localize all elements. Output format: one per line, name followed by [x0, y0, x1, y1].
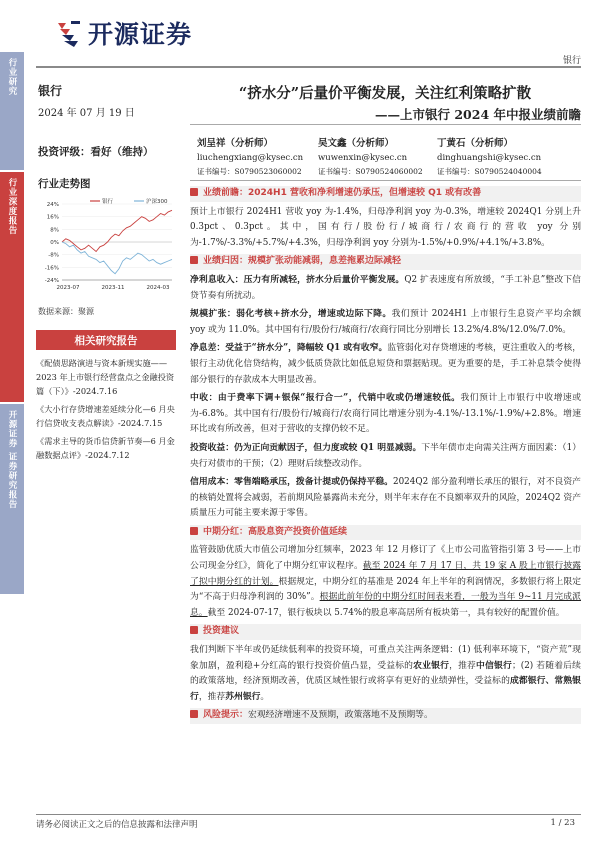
paragraph: 净息差：受益于“挤水分”，降幅较 Q1 或有收窄。监管弱化对存贷增速的考核，更注重收入的考核，银行主动优化信贷结构，减少低质贷款比如低息短贷和票据贴现。更为重要的是，手工补息禁令使得部分银行的存款成本大明显改善。 — [190, 343, 581, 385]
bullet-icon — [190, 710, 198, 718]
analyst-cert: 证书编号：S0790524040004 — [437, 167, 542, 176]
analyst-email[interactable]: dinghuangshi@kysec.cn — [437, 153, 542, 163]
side-band — [0, 0, 24, 841]
side-band-industry-research: 行业研究 — [0, 52, 24, 170]
analyst-cert: 证书编号：S0790524060002 — [318, 167, 423, 176]
related-report-item[interactable]: 《需求主导的货币信贷新节奏—6 月金融数据点评》-2024.7.12 — [36, 436, 175, 460]
x-tick-label: 2023-11 — [101, 285, 125, 291]
analyst-cert: 证书编号：S0790523060002 — [197, 167, 302, 176]
page-number: 1 / 23 — [550, 818, 575, 828]
section-heading: 中期分红：高股息资产投资价值延续 — [190, 525, 581, 541]
report-subtitle: ——上市银行 2024 年中报业绩前瞻 — [375, 107, 581, 122]
bullet-icon — [190, 188, 198, 196]
analyst-email[interactable]: wuwenxin@kysec.cn — [318, 153, 408, 163]
section-heading: 投资建议 — [190, 624, 581, 640]
bullet-icon — [190, 256, 198, 264]
brand-logo — [56, 17, 192, 49]
footer-disclaimer: 请务必阅读正文之后的信息披露和法律声明 — [36, 820, 198, 830]
y-tick-label: -24% — [44, 278, 59, 284]
risk-warning: 风险提示：宏观经济增速不及预期，政策落地不及预期等。 — [190, 708, 581, 724]
legend-label: 沪深300 — [146, 199, 168, 205]
analyst-email[interactable]: liuchengxiang@kysec.cn — [197, 153, 304, 163]
x-tick-label: 2024-03 — [146, 285, 170, 291]
section-heading: 业绩归因：规模扩张动能减弱，息差拖累边际减轻 — [190, 254, 581, 270]
related-reports-list — [36, 356, 178, 466]
industry-trend-chart — [36, 196, 176, 296]
related-reports-title: 相关研究报告 — [36, 330, 176, 350]
title-divider — [190, 124, 581, 125]
chart-source: 数据来源：聚源 — [38, 307, 94, 316]
y-tick-label: -8% — [48, 252, 59, 259]
bullet-icon — [190, 527, 198, 535]
footer-divider — [36, 814, 581, 815]
y-tick-label: -16% — [44, 265, 59, 272]
paragraph: 预计上市银行 2024H1 营收 yoy 为-1.4%，归母净利润 yoy 为-0.3%，增速较 2024Q1 分别上升 0.3pct、0.3pct。其中，国有行/股份行/城商行/农商行的营收 yoy 分别为-1.7%/-3.3%/+5.7%/+4.3%，归母净利润 yoy 分别为-1.5%/+0.9%/+4.1%/+3.8%。 — [190, 206, 581, 248]
paragraph: 我们判断下半年或仍延续低利率的投资环境，可重点关注两条逻辑：(1) 低利率环境下，“资产荒”现象加剧，盈利稳+分红高的银行投资价值凸显，受益标的农业银行，推荐中信银行；(2) 若随着后续的政策落地，经济预期改善，优质区域性银行或将享有更好的业绩弹性，受益标的成都银行、常熟银行，推荐苏州银行。 — [190, 645, 581, 702]
analyst-card — [197, 137, 303, 179]
industry-label: 银行 — [38, 84, 63, 98]
report-title: “挤水分”后量价平衡发展，关注红利策略扩散 — [238, 85, 532, 102]
paragraph: 净利息收入：压力有所减轻，挤水分后量价平衡发展。Q2 扩表速度有所放缓，“手工补息”整改下信贷节奏有所扰动。 — [190, 274, 581, 301]
paragraph: 中收：由于费率下调+银保“报行合一”，代销中收或仍增速较低。我们预计上市银行中收增速或为-6.8%。其中国有行/股份行/城商行/农商行同比增速分别为-4.1%/-13.1%/-1.9%/+2.8%。增速环比或有所改善，但对于营收的支撑仍较不足。 — [190, 393, 581, 435]
brand-mark-icon — [56, 19, 82, 47]
paragraph: 信用成本：零售端略承压，拨备计提或仍保持平稳。2024Q2 部分盈利增长承压的银行，对不良资产的核销处置将会减弱，若前期风险暴露尚未充分，则半年末存在不良额率双升的风险，2024Q2 资产质量压力可能主要来源于零售。 — [190, 477, 581, 519]
brand-name: 开源证券 — [88, 20, 193, 49]
y-tick-label: 0% — [50, 240, 59, 246]
y-tick-label: 24% — [46, 202, 59, 208]
x-axis — [57, 280, 172, 291]
related-report-item[interactable]: 《配债思路演进与资本新规实施——2023 年上市银行经营盘点之金融投资篇（下）》-2024.7.16 — [36, 358, 175, 396]
analyst-name: 丁黄石（分析师） — [437, 138, 514, 149]
side-band-broker: 开源证券 证券研究报告 — [0, 404, 24, 594]
paragraph: 投资收益：仍为正向贡献因子，但力度或较 Q1 明显减弱。下半年债市走向需关注两方面因素：（1）央行对债市的干预；（2）理财后续整改动作。 — [190, 442, 581, 469]
investment-rating: 投资评级：看好（维持） — [38, 146, 154, 158]
paragraph: 规模扩张：弱化考核+挤水分，增速或边际下降。我们预计 2024H1 上市银行生息资产平均余额 yoy 或为 11.0%。其中国有行/股份行/城商行/农商行同比分别增长 13.2%/4.8%/12.0%/7.0%。 — [190, 309, 582, 335]
side-band-report-type: 行业深度报告 — [0, 172, 24, 402]
section-heading: 业绩前瞻：2024H1 营收和净利增速仍承压，但增速较 Q1 或有改善 — [190, 186, 581, 202]
header-sector: 银行 — [562, 56, 581, 66]
y-tick-label: 8% — [50, 227, 59, 234]
related-report-item[interactable]: 《大小行存贷增速差延续分化—6 月央行信贷收支表点解读》-2024.7.15 — [36, 404, 175, 428]
analyst-card — [437, 137, 542, 179]
series-line-csi300 — [62, 242, 172, 274]
header-divider — [36, 66, 581, 68]
report-body — [190, 186, 581, 727]
trend-chart-title: 行业走势图 — [38, 178, 91, 190]
x-tick-label: 2023-07 — [56, 285, 80, 291]
y-tick-label: 16% — [46, 214, 59, 221]
analyst-divider — [190, 180, 581, 181]
bullet-icon — [190, 626, 198, 634]
paragraph: 监管鼓励优质大市值公司增加分红频率，2023 年 12 月修订了《上市公司监管指引第 3 号——上市公司现金分红》，简化了中期分红审议程序。截至 2024 年 7 月 17 日，共 19 家 A 股上市银行披露了拟中期分红的计划。根据规定，中期分红的基准是 2024 年上半年的利润情况，多数银行将上限定为“不高于归母净利润的 30%”。根据此前年份的中期分红时间表来看，一般为当年 9~11 月完成派息。截至 2024-07-17，银行板块以 5.74%的股息率高居所有板块第一，具有较好的配置价值。 — [190, 545, 581, 618]
legend-label: 银行 — [102, 199, 114, 205]
report-date: 2024 年 07 月 19 日 — [38, 108, 135, 119]
analyst-name: 刘呈祥（分析师） — [197, 138, 274, 149]
analyst-card — [318, 137, 423, 179]
analyst-name: 吴文鑫（分析师） — [318, 138, 395, 149]
